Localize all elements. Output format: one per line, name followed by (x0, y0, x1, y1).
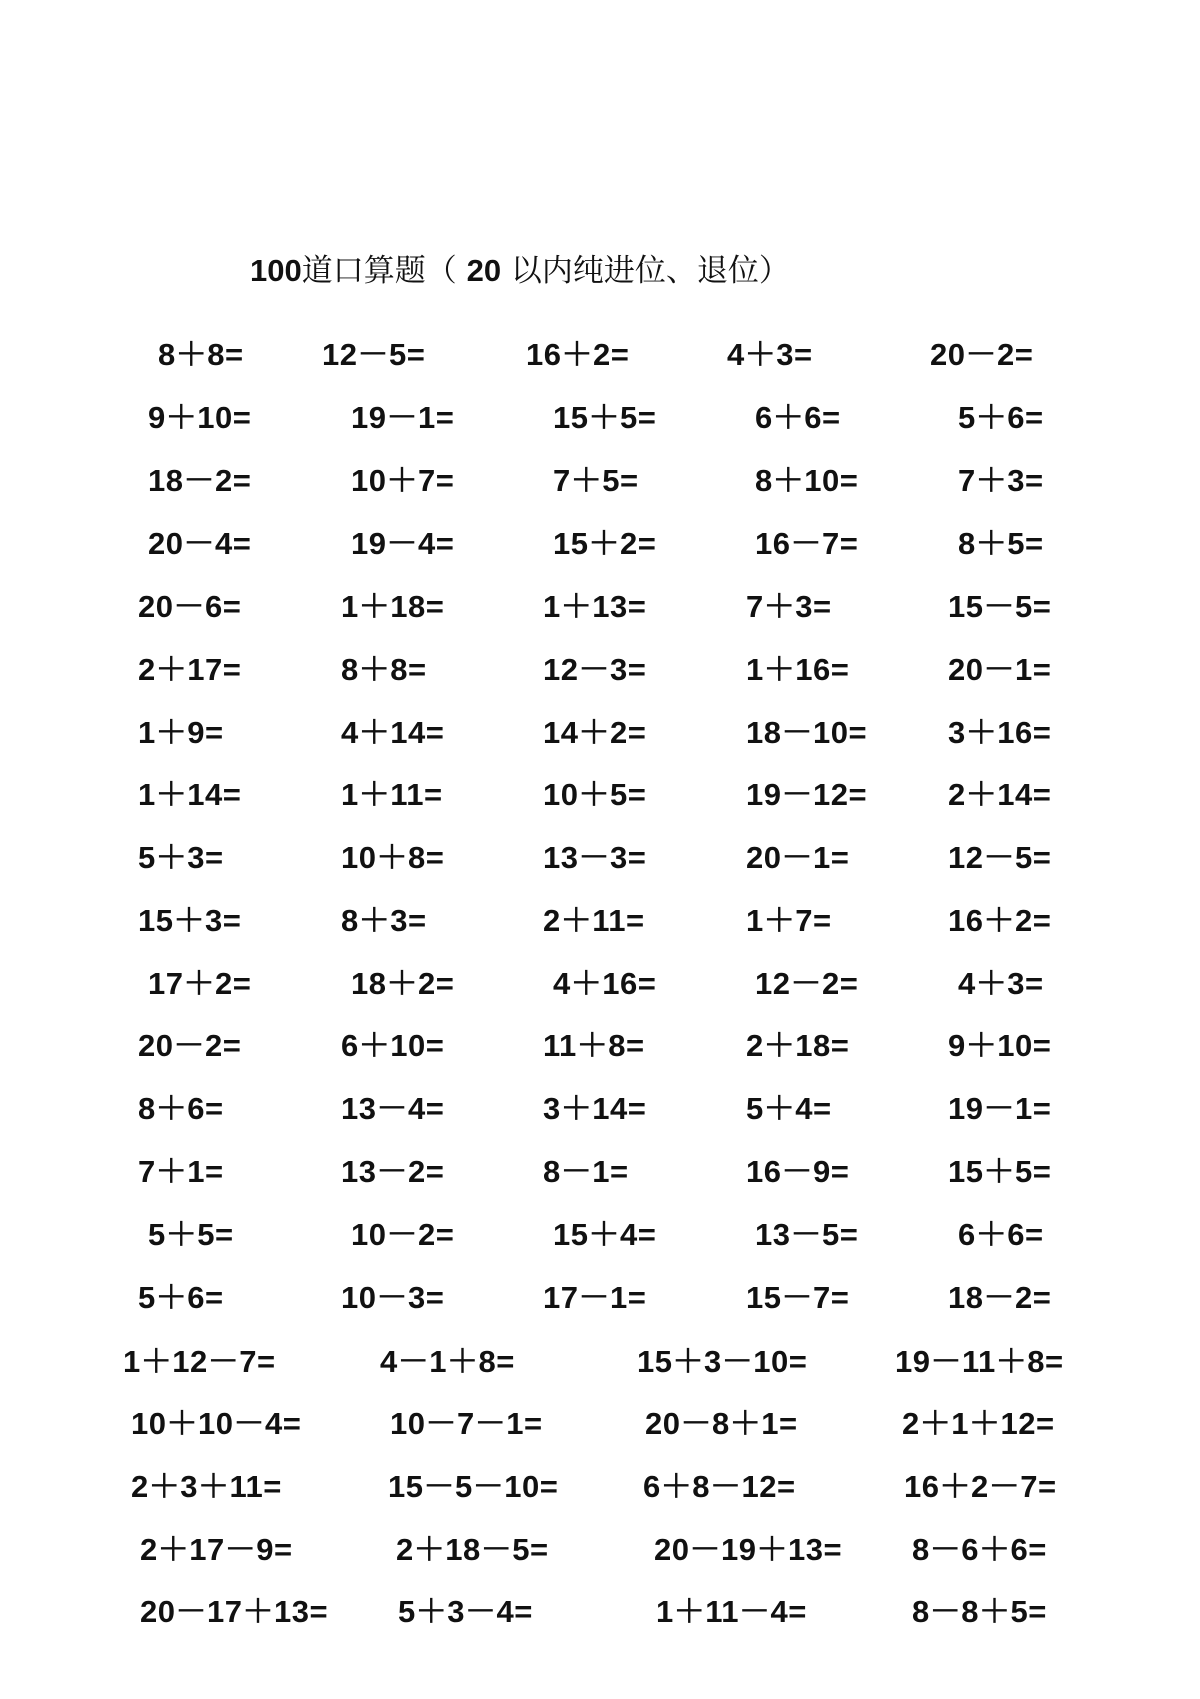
arithmetic-problem: 1＋16= (746, 652, 850, 687)
arithmetic-problem: 16－9= (746, 1154, 850, 1189)
arithmetic-problem: 2＋18= (746, 1028, 850, 1063)
arithmetic-problem: 1＋11= (341, 777, 443, 812)
mixed-arithmetic-problem: 1＋12－7= (123, 1344, 276, 1379)
arithmetic-problem: 6＋6= (755, 400, 841, 435)
arithmetic-problem: 1＋18= (341, 589, 445, 624)
arithmetic-problem: 1＋9= (138, 715, 224, 750)
arithmetic-problem: 7＋3= (746, 589, 832, 624)
arithmetic-problem: 16＋2= (948, 903, 1052, 938)
title-text-1: 道口算题（ (301, 253, 467, 289)
arithmetic-problem: 15＋4= (553, 1217, 657, 1252)
arithmetic-problem: 15＋3= (138, 903, 242, 938)
arithmetic-problem: 4＋14= (341, 715, 445, 750)
arithmetic-problem: 2＋11= (543, 903, 645, 938)
arithmetic-problem: 20－1= (948, 652, 1052, 687)
arithmetic-problem: 15＋5= (553, 400, 657, 435)
arithmetic-problem: 8＋6= (138, 1091, 224, 1126)
mixed-arithmetic-problem: 4－1＋8= (380, 1344, 515, 1379)
arithmetic-problem: 15＋5= (948, 1154, 1052, 1189)
arithmetic-problem: 19－12= (746, 777, 868, 812)
title-text-2: 以内纯进位、退位） (501, 253, 790, 289)
arithmetic-problem: 20－2= (138, 1028, 242, 1063)
mixed-arithmetic-problem: 19－11＋8= (895, 1344, 1064, 1379)
title-range: 20 (466, 253, 502, 288)
arithmetic-problem: 5＋4= (746, 1091, 832, 1126)
arithmetic-problem: 18－10= (746, 715, 868, 750)
mixed-arithmetic-problem: 16＋2－7= (904, 1469, 1057, 1504)
mixed-arithmetic-problem: 10－7－1= (390, 1406, 543, 1441)
arithmetic-problem: 8＋8= (158, 337, 244, 372)
title-count: 100 (250, 253, 302, 288)
arithmetic-problem: 1＋13= (543, 589, 647, 624)
mixed-arithmetic-problem: 6＋8－12= (643, 1469, 796, 1504)
arithmetic-problem: 13－5= (755, 1217, 859, 1252)
arithmetic-problem: 2＋17= (138, 652, 242, 687)
arithmetic-problem: 20－2= (930, 337, 1034, 372)
arithmetic-problem: 9＋10= (148, 400, 252, 435)
arithmetic-problem: 1＋7= (746, 903, 832, 938)
mixed-arithmetic-problem: 2＋3＋11= (131, 1469, 282, 1504)
arithmetic-problem: 15－5= (948, 589, 1052, 624)
arithmetic-problem: 20－4= (148, 526, 252, 561)
arithmetic-problem: 10＋7= (351, 463, 455, 498)
arithmetic-problem: 7＋3= (958, 463, 1044, 498)
arithmetic-problem: 8－1= (543, 1154, 629, 1189)
mixed-arithmetic-problem: 20－8＋1= (645, 1406, 798, 1441)
arithmetic-problem: 16＋2= (526, 337, 630, 372)
arithmetic-problem: 8＋10= (755, 463, 859, 498)
mixed-arithmetic-problem: 1＋11－4= (656, 1594, 807, 1629)
mixed-arithmetic-problem: 10＋10－4= (131, 1406, 302, 1441)
arithmetic-problem: 19－1= (948, 1091, 1052, 1126)
arithmetic-problem: 13－3= (543, 840, 647, 875)
arithmetic-problem: 10－3= (341, 1280, 445, 1315)
arithmetic-problem: 3＋16= (948, 715, 1052, 750)
arithmetic-problem: 10－2= (351, 1217, 455, 1252)
mixed-arithmetic-problem: 2＋17－9= (140, 1532, 293, 1567)
arithmetic-problem: 13－2= (341, 1154, 445, 1189)
mixed-arithmetic-problem: 8－8＋5= (912, 1594, 1047, 1629)
arithmetic-problem: 7＋5= (553, 463, 639, 498)
arithmetic-problem: 12－3= (543, 652, 647, 687)
arithmetic-problem: 8＋8= (341, 652, 427, 687)
arithmetic-problem: 5＋6= (958, 400, 1044, 435)
arithmetic-problem: 10＋5= (543, 777, 647, 812)
arithmetic-problem: 6＋6= (958, 1217, 1044, 1252)
arithmetic-problem: 18－2= (148, 463, 252, 498)
arithmetic-problem: 3＋14= (543, 1091, 647, 1126)
mixed-arithmetic-problem: 20－17＋13= (140, 1594, 329, 1629)
arithmetic-problem: 13－4= (341, 1091, 445, 1126)
arithmetic-problem: 19－1= (351, 400, 455, 435)
arithmetic-problem: 1＋14= (138, 777, 242, 812)
arithmetic-problem: 18＋2= (351, 966, 455, 1001)
arithmetic-problem: 12－5= (948, 840, 1052, 875)
arithmetic-problem: 11＋8= (543, 1028, 645, 1063)
mixed-arithmetic-problem: 8－6＋6= (912, 1532, 1047, 1567)
arithmetic-problem: 5＋6= (138, 1280, 224, 1315)
arithmetic-problem: 12－5= (322, 337, 426, 372)
arithmetic-problem: 7＋1= (138, 1154, 224, 1189)
arithmetic-problem: 4＋16= (553, 966, 657, 1001)
arithmetic-problem: 6＋10= (341, 1028, 445, 1063)
mixed-arithmetic-problem: 15－5－10= (388, 1469, 559, 1504)
arithmetic-problem: 15＋2= (553, 526, 657, 561)
mixed-arithmetic-problem: 20－19＋13= (654, 1532, 843, 1567)
arithmetic-problem: 8＋5= (958, 526, 1044, 561)
mixed-arithmetic-problem: 2＋1＋12= (902, 1406, 1055, 1441)
arithmetic-problem: 5＋5= (148, 1217, 234, 1252)
arithmetic-problem: 15－7= (746, 1280, 850, 1315)
arithmetic-problem: 12－2= (755, 966, 859, 1001)
arithmetic-problem: 19－4= (351, 526, 455, 561)
mixed-arithmetic-problem: 15＋3－10= (637, 1344, 808, 1379)
arithmetic-problem: 20－6= (138, 589, 242, 624)
arithmetic-problem: 20－1= (746, 840, 850, 875)
arithmetic-problem: 2＋14= (948, 777, 1052, 812)
arithmetic-problem: 4＋3= (958, 966, 1044, 1001)
arithmetic-problem: 17－1= (543, 1280, 647, 1315)
arithmetic-problem: 18－2= (948, 1280, 1052, 1315)
arithmetic-problem: 17＋2= (148, 966, 252, 1001)
arithmetic-problem: 14＋2= (543, 715, 647, 750)
arithmetic-problem: 4＋3= (727, 337, 813, 372)
arithmetic-problem: 5＋3= (138, 840, 224, 875)
arithmetic-problem: 16－7= (755, 526, 859, 561)
mixed-arithmetic-problem: 5＋3－4= (398, 1594, 533, 1629)
arithmetic-problem: 10＋8= (341, 840, 445, 875)
arithmetic-problem: 9＋10= (948, 1028, 1052, 1063)
mixed-arithmetic-problem: 2＋18－5= (396, 1532, 549, 1567)
arithmetic-problem: 8＋3= (341, 903, 427, 938)
